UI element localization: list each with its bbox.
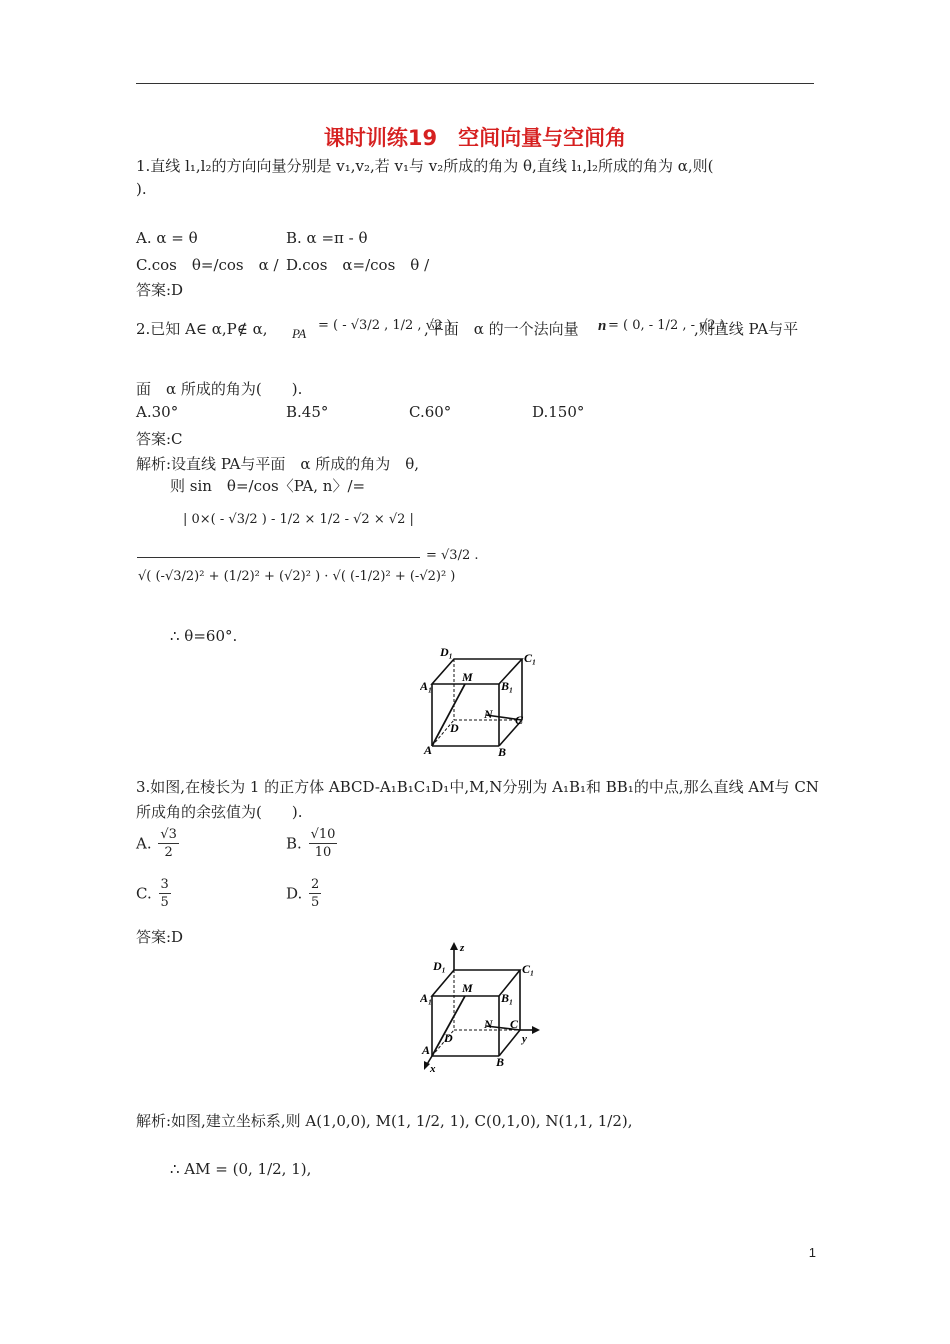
q2-result: = √3/2 .	[426, 548, 479, 563]
cube-figure-1	[420, 642, 540, 760]
label-N: N	[484, 707, 493, 721]
label-A1: A₁	[420, 991, 433, 1005]
page-title: 课时训练19 空间向量与空间角	[323, 126, 627, 150]
label-N: N	[484, 1017, 493, 1031]
label-z: z	[460, 942, 465, 954]
header-rule	[136, 83, 814, 84]
q3-analysis-line2: ∴ AM = (0, 1/2, 1),	[170, 1160, 312, 1178]
q3-option-c	[136, 876, 173, 911]
q3-option-d-num: 2	[311, 877, 320, 892]
label-M: M	[462, 981, 473, 995]
q1-option-c: C.cos θ=/cos α /	[136, 256, 279, 274]
q3-answer: 答案:D	[136, 928, 184, 946]
label-C1: C₁	[522, 962, 535, 976]
label-D: D	[444, 1031, 453, 1045]
q3-option-c-den: 5	[160, 895, 169, 910]
q3-option-b-den: 10	[314, 845, 332, 860]
q2-fraction-bar	[137, 557, 420, 558]
q2-conclusion: ∴ θ=60°.	[170, 627, 238, 645]
q3-stem-line1: 3.如图,在棱长为 1 的正方体 ABCD-A₁B₁C₁D₁中,M,N分别为 A₁B₁和 BB₁的中点,那么直线 AM与 CN	[136, 778, 819, 796]
q3-option-d-den: 5	[311, 895, 320, 910]
q2-stem-line2: 面 α 所成的角为( ).	[136, 380, 303, 398]
label-C1: C₁	[524, 651, 537, 665]
label-B1: B₁	[501, 991, 514, 1005]
q2-analysis-line2: 则 sin θ=/cos〈PA, n〉/=	[170, 477, 366, 495]
q2-stem-mid: ,平面 α 的一个法向量	[424, 320, 579, 338]
q3-option-b-label: B.	[286, 834, 302, 853]
q3-option-d-label: D.	[286, 884, 303, 903]
q2-answer: 答案:C	[136, 430, 183, 448]
label-y: y	[522, 1033, 527, 1045]
q2-option-c: C.60°	[409, 403, 452, 421]
cube-figure-2	[420, 940, 542, 1075]
q2-pa-vector: = ( - √3/2 , 1/2 , √2 )	[318, 318, 452, 333]
q1-option-a: A. α = θ	[136, 229, 198, 247]
q3-option-a-num: √3	[160, 827, 177, 842]
label-B1: B₁	[501, 679, 514, 693]
q3-option-c-num: 3	[160, 877, 169, 892]
label-D1: D₁	[433, 959, 446, 973]
q3-option-a-den: 2	[164, 845, 173, 860]
q2-option-d: D.150°	[532, 403, 585, 421]
q1-stem-line2: ).	[136, 180, 147, 198]
q2-n-vector: = ( 0, - 1/2 , - √2 )	[608, 318, 725, 333]
page-number: 1	[808, 1245, 816, 1260]
q3-option-b	[286, 826, 339, 861]
q2-analysis-line1: 解析:设直线 PA与平面 α 所成的角为 θ,	[136, 455, 420, 473]
label-D1: D₁	[440, 645, 453, 659]
q1-stem-line1: 1.直线 l₁,l₂的方向向量分别是 v₁,v₂,若 v₁与 v₂所成的角为 θ,直线 l₁,l₂所成的角为 α,则(	[136, 157, 714, 175]
label-D: D	[450, 721, 459, 735]
label-M: M	[462, 670, 473, 684]
q3-option-c-label: C.	[136, 884, 152, 903]
q3-option-b-num: √10	[310, 827, 336, 842]
q2-fraction-numerator: | 0×( - √3/2 ) - 1/2 × 1/2 - √2 × √2 |	[183, 512, 414, 527]
q3-option-a-label: A.	[136, 834, 152, 853]
q1-option-b: B. α =π - θ	[286, 229, 368, 247]
q3-option-d	[286, 876, 323, 911]
q3-option-a	[136, 826, 181, 861]
label-B: B	[498, 745, 507, 759]
label-A: A	[424, 743, 433, 757]
label-A1: A₁	[420, 679, 433, 693]
label-C: C	[515, 713, 524, 727]
label-C: C	[510, 1017, 519, 1031]
q3-stem-line2: 所成角的余弦值为( ).	[136, 803, 303, 821]
label-x: x	[430, 1063, 436, 1075]
q2-option-b: B.45°	[286, 403, 329, 421]
q2-fraction-denominator: √( (-√3/2)² + (1/2)² + (√2)² ) · √( (-1/2)² + (-√2)² )	[138, 569, 456, 584]
q2-stem-prefix: 2.已知 A∈ α,P∉ α,	[136, 320, 268, 338]
q2-n-label: n	[598, 318, 607, 334]
q3-analysis-line1: 解析:如图,建立坐标系,则 A(1,0,0), M(1, 1/2, 1), C(0,1,0), N(1,1, 1/2),	[136, 1112, 633, 1130]
q1-option-d: D.cos α=/cos θ /	[286, 256, 430, 274]
label-A: A	[422, 1043, 431, 1057]
label-B: B	[496, 1055, 505, 1069]
q2-pa-label: PA	[292, 326, 307, 341]
q1-answer: 答案:D	[136, 281, 184, 299]
q2-stem-suffix: ,则直线 PA与平	[694, 320, 799, 338]
q2-option-a: A.30°	[136, 403, 179, 421]
